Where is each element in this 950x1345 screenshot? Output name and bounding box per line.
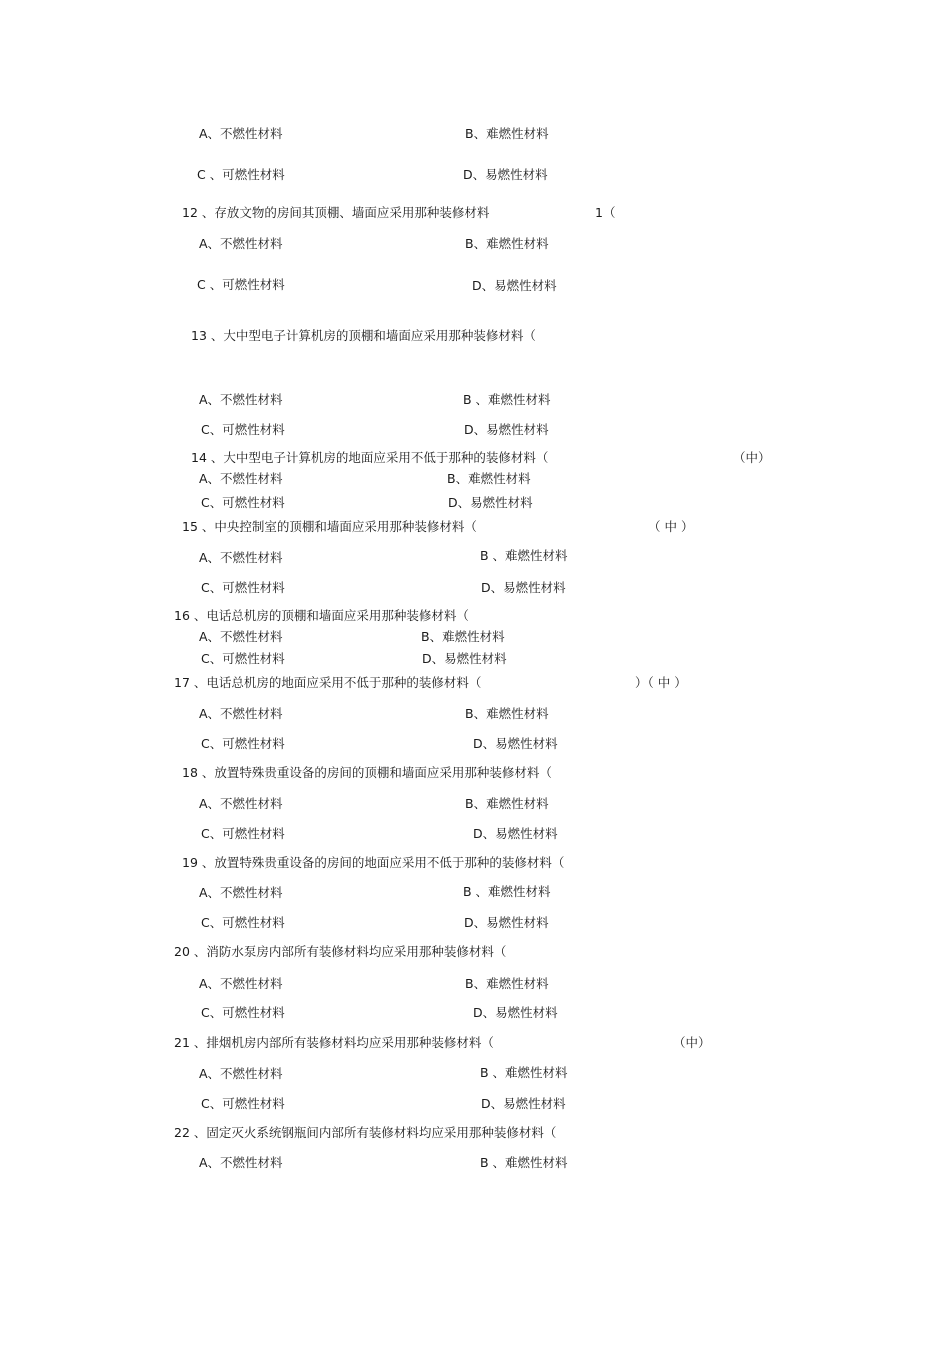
q15-option-b: B 、难燃性材料 [480,548,568,563]
q15-option-d: D、易燃性材料 [481,580,566,595]
q22-question: 22 、固定灭火系统钢瓶间内部所有装修材料均应采用那种装修材料（ [174,1125,557,1140]
q14-question: 14 、大中型电子计算机房的地面应采用不低于那种的装修材料（ [191,450,549,465]
q21-question: 21 、排烟机房内部所有装修材料均应采用那种装修材料（ [174,1035,494,1050]
q17-option-a: A、不燃性材料 [199,706,283,721]
q17-option-b: B、难燃性材料 [465,706,549,721]
q18-option-a: A、不燃性材料 [199,796,283,811]
q20-option-b: B、难燃性材料 [465,976,549,991]
q13-option-b: B 、难燃性材料 [463,392,551,407]
q13-question: 13 、大中型电子计算机房的顶棚和墙面应采用那种装修材料（ [191,328,536,343]
q20-question: 20 、消防水泵房内部所有装修材料均应采用那种装修材料（ [174,944,507,959]
q13-option-c: C、可燃性材料 [201,422,285,437]
q19-option-d: D、易燃性材料 [464,915,549,930]
q11-option-b: B、难燃性材料 [465,126,549,141]
q14-option-d: D、易燃性材料 [448,495,533,510]
q13-option-d: D、易燃性材料 [464,422,549,437]
q15-question: 15 、中央控制室的顶棚和墙面应采用那种装修材料（ [182,519,477,534]
q12-option-b: B、难燃性材料 [465,236,549,251]
q17-question: 17 、电话总机房的地面应采用不低于那种的装修材料（ [174,675,482,690]
q21-difficulty: （中） [673,1035,711,1050]
q16-option-c: C、可燃性材料 [201,651,285,666]
q16-question: 16 、电话总机房的顶棚和墙面应采用那种装修材料（ [174,608,469,623]
q17-difficulty: ）（ 中 ） [635,675,687,690]
q14-option-b: B、难燃性材料 [447,471,531,486]
q11-option-d: D、易燃性材料 [463,167,548,182]
q11-option-a: A、不燃性材料 [199,126,283,141]
q21-option-b: B 、难燃性材料 [480,1065,568,1080]
q12-option-c: C 、可燃性材料 [197,277,285,292]
q19-option-a: A、不燃性材料 [199,885,283,900]
q17-option-d: D、易燃性材料 [473,736,558,751]
q14-difficulty: （中） [733,450,771,465]
q21-option-c: C、可燃性材料 [201,1096,285,1111]
q20-option-a: A、不燃性材料 [199,976,283,991]
q16-option-b: B、难燃性材料 [421,629,505,644]
q18-option-b: B、难燃性材料 [465,796,549,811]
q21-option-d: D、易燃性材料 [481,1096,566,1111]
q15-option-c: C、可燃性材料 [201,580,285,595]
q16-option-d: D、易燃性材料 [422,651,507,666]
q21-option-a: A、不燃性材料 [199,1066,283,1081]
q15-difficulty: （ 中 ） [648,519,694,534]
q18-question: 18 、放置特殊贵重设备的房间的顶棚和墙面应采用那种装修材料（ [182,765,552,780]
q18-option-d: D、易燃性材料 [473,826,558,841]
q13-option-a: A、不燃性材料 [199,392,283,407]
q19-question: 19 、放置特殊贵重设备的房间的地面应采用不低于那种的装修材料（ [182,855,565,870]
q14-option-c: C、可燃性材料 [201,495,285,510]
q11-option-c: C 、可燃性材料 [197,167,285,182]
q15-option-a: A、不燃性材料 [199,550,283,565]
q18-option-c: C、可燃性材料 [201,826,285,841]
q22-option-a: A、不燃性材料 [199,1155,283,1170]
q20-option-c: C、可燃性材料 [201,1005,285,1020]
q19-option-b: B 、难燃性材料 [463,884,551,899]
q16-option-a: A、不燃性材料 [199,629,283,644]
q17-option-c: C、可燃性材料 [201,736,285,751]
q12-question: 12 、存放文物的房间其顶棚、墙面应采用那种装修材料 [182,205,490,220]
q20-option-d: D、易燃性材料 [473,1005,558,1020]
q19-option-c: C、可燃性材料 [201,915,285,930]
q12-marker: 1（ [595,205,616,220]
q22-option-b: B 、难燃性材料 [480,1155,568,1170]
q14-option-a: A、不燃性材料 [199,471,283,486]
q12-option-a: A、不燃性材料 [199,236,283,251]
q12-option-d: D、易燃性材料 [472,278,557,293]
